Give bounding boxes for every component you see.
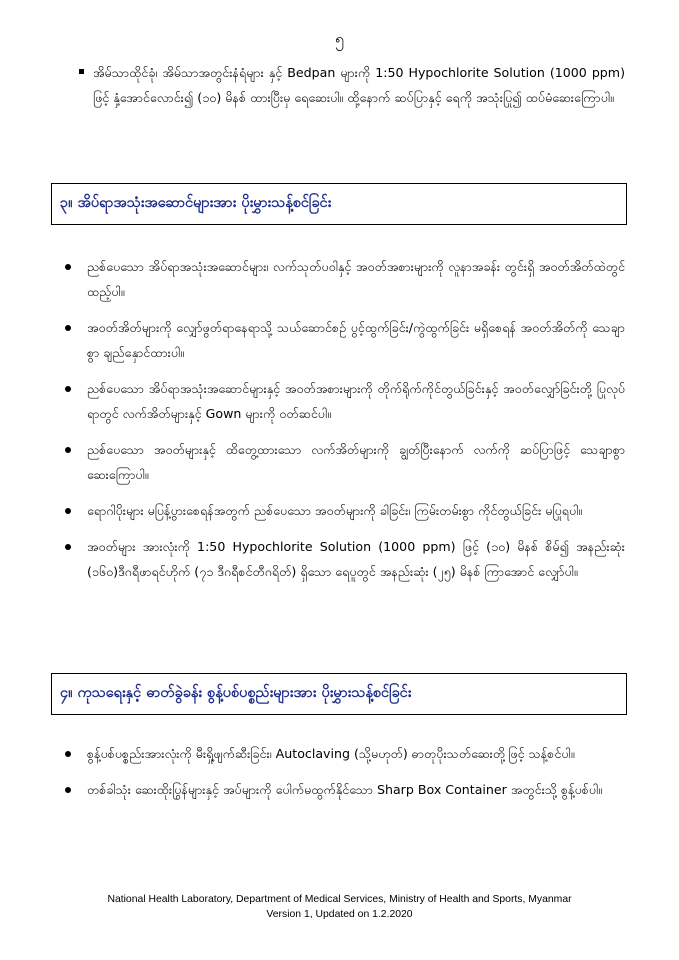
bullet-text: ညစ်ပေသော အိပ်ရာအသုံးအဆောင်များ၊ လက်သုတ်ပဝါနှင့် အဝတ်အစားများကို လူနာအခန်း တွင်းရှိ အဝတ်အိတ်ထဲတွင် ထည့်ပါ။ — [87, 259, 625, 299]
footer-line-organization: National Health Laboratory, Department of Medical Services, Ministry of Health and Sports, Myanmar — [107, 894, 572, 905]
section-title: ၄။ ကုသရေးနှင့် ဓာတ်ခွဲခန်း စွန့်ပစ်ပစ္စည်းများအား ပိုးမွှားသန့်စင်ခြင်း — [60, 684, 412, 701]
bullet-text: ရောဂါပိုးများ မပြန့်ပွားစေရန်အတွက် ညစ်ပေသော အဝတ်များကို ခါခြင်း၊ ကြမ်းတမ်းစွာ ကိုင်တွယ်ခြင်း မပြုရပါ။ — [87, 503, 583, 518]
list-item — [93, 60, 625, 110]
list-item — [87, 376, 625, 426]
list-item — [87, 741, 625, 766]
list-item — [87, 498, 625, 523]
bullet-text: ညစ်ပေသော အိပ်ရာအသုံးအဆောင်များနှင့် အဝတ်အစားများကို တိုက်ရိုက်ကိုင်တွယ်ခြင်းနှင့် အဝတ်လျှော်ခြင်းတို့ ပြုလုပ်ရာတွင် လက်အိတ်များနှင့် Gown များကို ဝတ်ဆင်ပါ။ — [87, 381, 625, 421]
bullet-text: စွန့်ပစ်ပစ္စည်းအားလုံးကို မီးရှို့ဖျက်ဆီးခြင်း၊ Autoclaving (သို့မဟုတ်) ဓာတုပိုးသတ်ဆေးတို့ဖြင့် သန့်စင်ပါ။ — [87, 746, 575, 761]
bullet-text: အဝတ်များ အားလုံးကို 1:50 Hypochlorite Solution (1000 ppm) ဖြင့် (၁၀) မိနစ် စိမ်၍ အနည်းဆုံး (၁၆၀)ဒီဂရီဖာရင်ဟိုက် (၇၁ ဒီဂရီစင်တီဂရိတ်) ရှိသော ရေပူတွင် အနည်းဆုံး (၂၅) မိနစ် ကြာအောင် လျှော်ပါ။ — [87, 539, 625, 579]
bullet-dot-icon — [65, 386, 71, 392]
section-heading-bedding — [51, 183, 627, 225]
bullet-text: တစ်ခါသုံး ဆေးထိုးပြွန်များနှင့် အပ်များကို ပေါက်မထွက်နိုင်သော Sharp Box Container အတွင်းသို့ စွန့်ပစ်ပါ။ — [87, 782, 603, 797]
list-item — [87, 254, 625, 304]
square-bullet-icon — [79, 69, 84, 74]
bullet-dot-icon — [65, 325, 71, 331]
page-number: ၅ — [335, 29, 344, 48]
list-item — [87, 534, 625, 584]
section-heading-waste — [51, 673, 627, 715]
page-footer — [0, 892, 679, 922]
bullet-dot-icon — [65, 751, 71, 757]
top-bullet-list — [93, 60, 625, 110]
list-item — [87, 777, 625, 802]
bedding-bullet-list — [87, 254, 625, 595]
bullet-dot-icon — [65, 447, 71, 453]
bullet-dot-icon — [65, 544, 71, 550]
list-item — [87, 315, 625, 365]
bullet-text: အိမ်သာထိုင်ခုံ၊ အိမ်သာအတွင်းနံရံများ နှင့် Bedpan များကို 1:50 Hypochlorite Solution (1000 ppm) ဖြင့် နှံ့အောင်လောင်း၍ (၁၀) မိနစ် ထားပြီးမှ ရေဆေးပါ။ ထို့နောက် ဆပ်ပြာနှင့် ရေကို အသုံးပြု၍ ထပ်မံဆေးကြောပါ။ — [93, 65, 625, 105]
list-item — [87, 437, 625, 487]
bullet-dot-icon — [65, 508, 71, 514]
section-title: ၃။ အိပ်ရာအသုံးအဆောင်များအား ပိုးမွှားသန့်စင်ခြင်း — [60, 194, 332, 211]
bullet-text: အဝတ်အိတ်များကို လျှော်ဖွတ်ရာနေရာသို့ သယ်ဆောင်စဉ် ပွင့်ထွက်ခြင်း/ကွဲထွက်ခြင်း မရှိစေရန် အဝတ်အိတ်ကို သေချာစွာ ချည်နှောင်ထားပါ။ — [87, 320, 625, 360]
waste-bullet-list — [87, 741, 625, 813]
bullet-dot-icon — [65, 264, 71, 270]
footer-line-version: Version 1, Updated on 1.2.2020 — [266, 909, 413, 920]
bullet-dot-icon — [65, 787, 71, 793]
bullet-text: ညစ်ပေသော အဝတ်များနှင့် ထိတွေ့ထားသော လက်အိတ်များကို ချွတ်ပြီးနောက် လက်ကို ဆပ်ပြာဖြင့် သေချာစွာ ဆေးကြောပါ။ — [87, 442, 625, 482]
